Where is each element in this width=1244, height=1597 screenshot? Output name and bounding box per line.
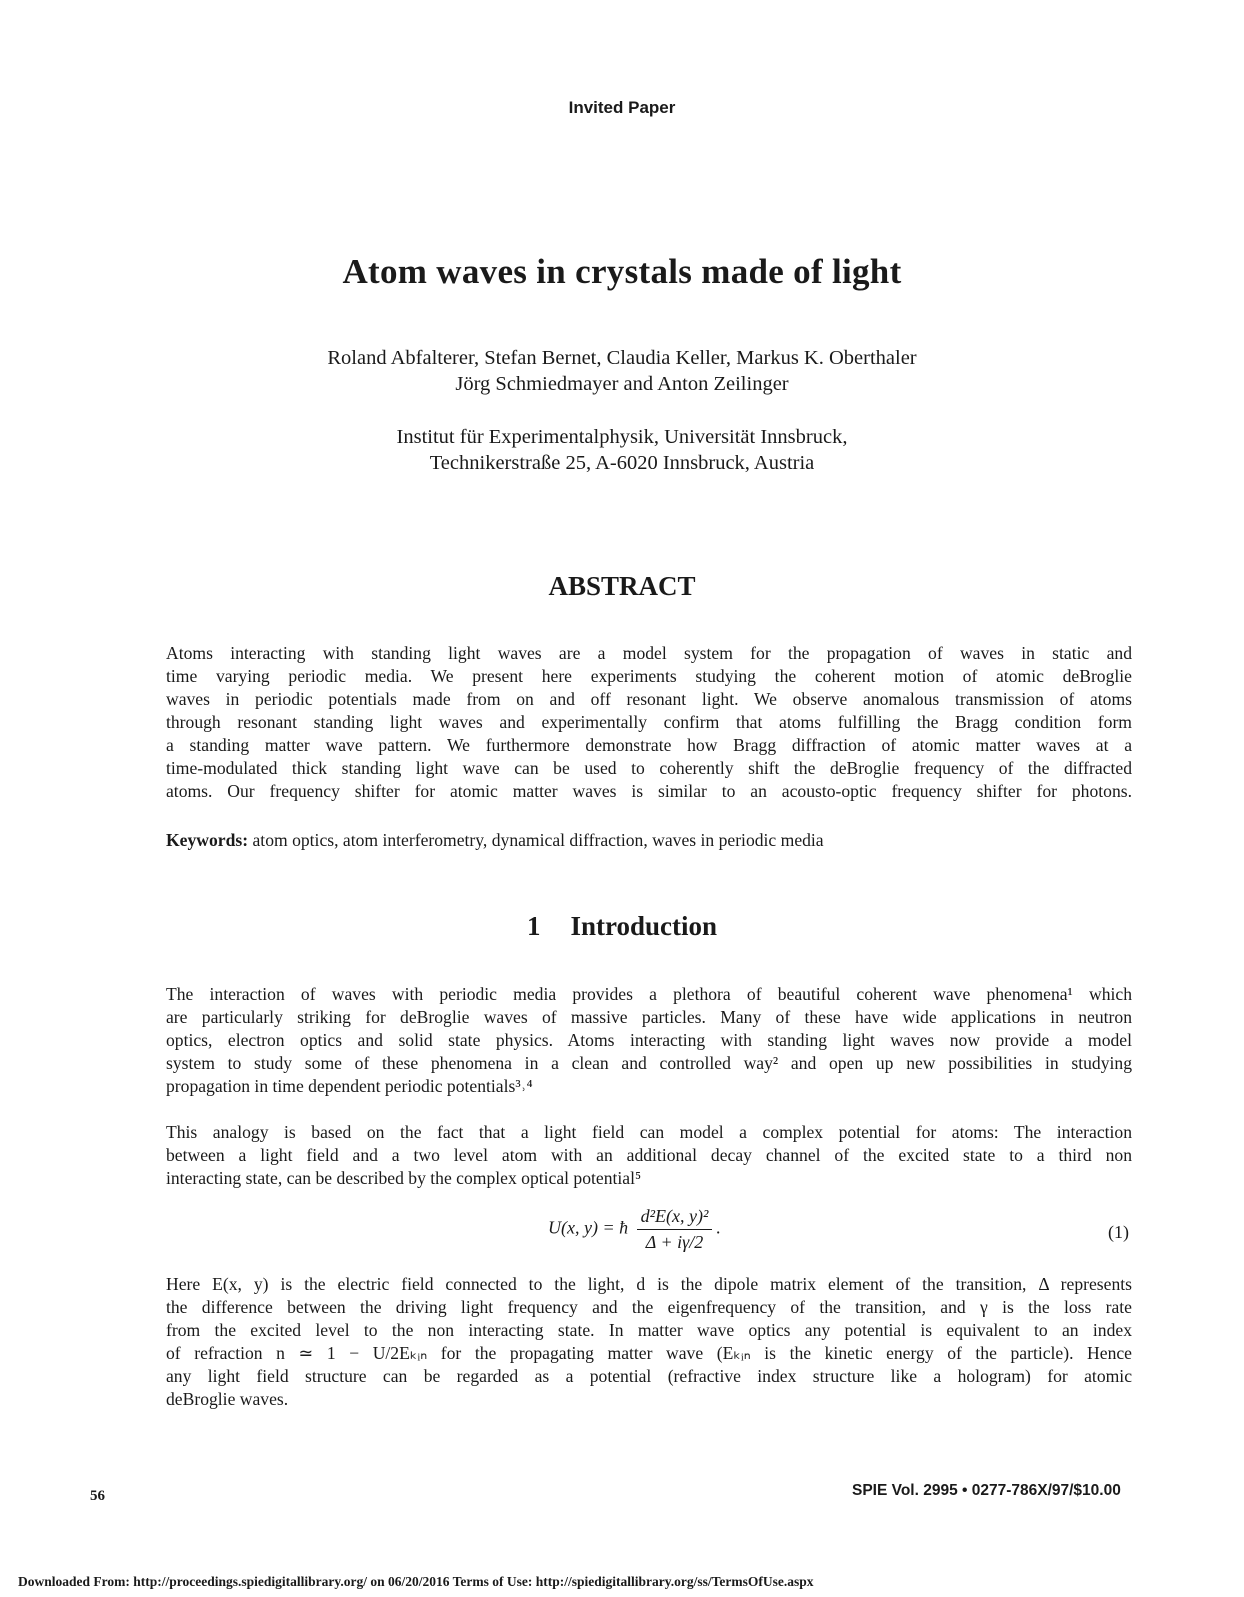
keywords xyxy=(166,830,824,851)
section-number: 1 xyxy=(526,911,541,941)
paragraph-line: propagation in time dependent periodic potentials³˒⁴ xyxy=(166,1076,533,1096)
abstract-line: time-modulated thick standing light wave can be used to coherently shift the deBroglie frequency of the diffracted xyxy=(166,758,1132,778)
paragraph-line: This analogy is based on the fact that a light field can model a complex potential for atoms: The interaction xyxy=(166,1122,1132,1142)
abstract-line: a standing matter wave pattern. We furthermore demonstrate how Bragg diffraction of atomic matter waves at a xyxy=(166,735,1132,755)
abstract-body xyxy=(166,642,1132,803)
paragraph-line: are particularly striking for deBroglie waves of massive particles. Many of these have wide applications in neutron xyxy=(166,1007,1132,1027)
paragraph-line: from the excited level to the non interacting state. In matter wave optics any potential is equivalent to an index xyxy=(166,1320,1132,1340)
paragraph-line: system to study some of these phenomena in a clean and controlled way² and open up new possibilities in studying xyxy=(166,1053,1132,1073)
affiliation-line-1: Institut für Experimentalphysik, Universität Innsbruck, xyxy=(396,426,848,448)
page-number: 56 xyxy=(90,1488,105,1504)
equation-numerator: d²E(x, y)² xyxy=(637,1206,713,1230)
paragraph-line: the difference between the driving light frequency and the eigenfrequency of the transition, and γ is the loss rate xyxy=(166,1297,1132,1317)
paragraph-line: The interaction of waves with periodic media provides a plethora of beautiful coherent wave phenomena¹ which xyxy=(166,984,1132,1004)
paragraph-line: of refraction n ≃ 1 − U/2Eₖᵢₙ for the propagating matter wave (Eₖᵢₙ is the kinetic energy of the particle). Hence xyxy=(166,1343,1132,1363)
affiliation-line-2: Technikerstraße 25, A-6020 Innsbruck, Austria xyxy=(429,452,815,474)
abstract-heading: ABSTRACT xyxy=(548,571,696,601)
equation-denominator: Δ + iγ/2 xyxy=(645,1232,704,1252)
intro-paragraph-3 xyxy=(166,1273,1132,1411)
equation-fraction xyxy=(637,1206,713,1253)
abstract-line: through resonant standing light waves and experimentally confirm that atoms fulfilling the Bragg condition form xyxy=(166,712,1132,732)
paragraph-line: optics, electron optics and solid state physics. Atoms interacting with standing light waves now provide a model xyxy=(166,1030,1132,1050)
equation-number: (1) xyxy=(1108,1222,1129,1242)
intro-paragraph-1 xyxy=(166,983,1132,1098)
paragraph-line: any light field structure can be regarded as a potential (refractive index structure like a hologram) for atomic xyxy=(166,1366,1132,1386)
abstract-line: atoms. Our frequency shifter for atomic matter waves is similar to an acousto-optic frequency shifter for photons. xyxy=(166,781,1132,801)
download-notice: Downloaded From: http://proceedings.spiedigitallibrary.org/ on 06/20/2016 Terms of Use: http://spiedigitallibrary.org/ss/TermsOfUse.aspx xyxy=(18,1574,814,1589)
equation-lhs: U(x, y) = ħ xyxy=(548,1217,629,1238)
abstract-line: waves in periodic potentials made from on and off resonant light. We observe anomalous transmission of atoms xyxy=(166,689,1132,709)
spie-volume-info: SPIE Vol. 2995 • 0277-786X/97/$10.00 xyxy=(852,1482,1121,1499)
authors-line-2: Jörg Schmiedmayer and Anton Zeilinger xyxy=(455,373,789,395)
section-1-heading xyxy=(0,911,1244,942)
keywords-label: Keywords: xyxy=(166,830,249,850)
paragraph-line: Here E(x, y) is the electric field connected to the light, d is the dipole matrix element of the transition, Δ represents xyxy=(166,1274,1132,1294)
equation-tail: . xyxy=(716,1217,721,1238)
abstract-line: Atoms interacting with standing light waves are a model system for the propagation of waves in static and xyxy=(166,643,1132,663)
section-title: Introduction xyxy=(570,911,718,941)
invited-paper-label: Invited Paper xyxy=(568,98,676,117)
paragraph-line: between a light field and a two level atom with an additional decay channel of the excited state to a third non xyxy=(166,1145,1132,1165)
paragraph-line: interacting state, can be described by the complex optical potential⁵ xyxy=(166,1168,642,1188)
paragraph-line: deBroglie waves. xyxy=(166,1389,289,1409)
intro-paragraph-2 xyxy=(166,1121,1132,1190)
authors-line-1: Roland Abfalterer, Stefan Bernet, Claudia Keller, Markus K. Oberthaler xyxy=(327,347,917,369)
author-list xyxy=(0,345,1244,397)
affiliation xyxy=(0,424,1244,476)
abstract-line: time varying periodic media. We present here experiments studying the coherent motion of atomic deBroglie xyxy=(166,666,1132,686)
equation-1 xyxy=(548,1206,721,1258)
keywords-text: atom optics, atom interferometry, dynamical diffraction, waves in periodic media xyxy=(252,830,824,850)
paper-title: Atom waves in crystals made of light xyxy=(342,252,902,291)
